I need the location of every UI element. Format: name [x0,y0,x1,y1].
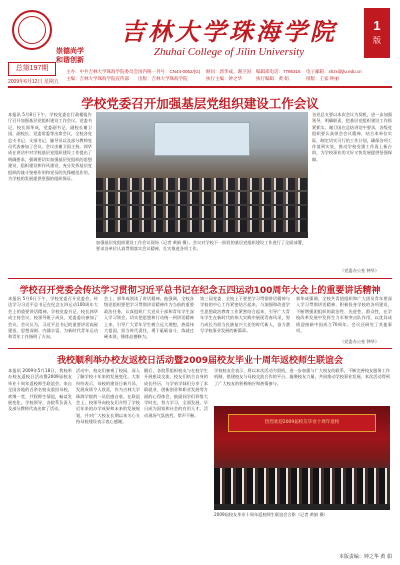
article-1-column-3: 各党总支要以本次会议为契机，进一步加强领导，明确职责，把基层党组织建设工作抓紧抓实。谢卫国在总结讲话中要求，各级党组织要认真领会会议精神，结合本单位实际，制定切实可行的工作计划，确保各项工作落到实处，推动学校党建工作再上新台阶，为学校事业的又好又快发展提供坚强保障。 [312,112,392,162]
issue-date: 2009年6月12日 星期五 [8,79,59,85]
meta-text: 国内统一刊号：CN44-0052/(G) [138,69,201,74]
masthead-divider [8,86,392,88]
issue-number: 总第197期 [8,62,56,76]
article-3-headline: 我校顺利举办校友返校日活动暨2009届校友毕业十周年返校师生联谊会 [56,356,344,366]
meta-text: 出版：吉林大学珠海学院 [138,76,188,81]
article-3-column-3: 随后，各院系组织校友与在校学生开展座谈交流，校友们结合自身的成长经历，与学弟学妹们分享了求职就业、创新创业和职业发展等方面的心得体会，鼓励同学们珍惜大学时光，努力学习，全面发展，早日成为国家和社会的有用人才。活动现场气氛热烈，掌声不断。 [144,368,208,418]
article-2-column-3: 第三届党委、全校上下要把学习贯彻讲话精神与学校的中心工作紧密结合起来，与加强和改进学生思想政治教育工作紧密结合起来，引导广大青年学生在新时代的伟大实践中展现青春风采，努力成长为担当民族复兴大任的时代新人，奋力谱写学校事业发展的新篇章。 [200,296,290,334]
masthead-meta-2 [138,68,200,82]
motto-line-2: 和谐创新 [56,55,84,64]
edition-number: 1 [373,18,381,33]
masthead-meta-5 [306,68,362,82]
meta-text: 顾问：郭华成、谢卫国 [206,69,251,74]
edition-badge [364,8,390,58]
audience-row [96,192,308,204]
meta-text: 主编：吉林大学珠海学院宣传部 [66,76,129,81]
motto-line-1: 崇德尚学 [56,46,84,55]
masthead-meta-3 [206,68,251,82]
seal-inner-ring [18,16,46,44]
alumni-banner: 热烈欢迎2009届校友毕业十周年返校 [228,414,376,432]
school-seal-icon [12,10,52,50]
page-editors: 本版责编：钟之华 黄 娟 [338,554,392,560]
alumni-group-photo [214,406,390,510]
article-2-column-4: 郭华成强调，全校共青团组织和广大团员青年要深入学习贯彻讲话精神，积极投身学校的各项建设，不断增强团组织的政治性、先进性、群众性，在学校改革发展中发挥生力军和突击队作用，以优异成绩迎接新中国成立70周年。会议还研究了其他事项。 [296,296,392,334]
alumni-group [214,468,390,504]
meta-text: 电子邮箱：xhzx@jlu.edu.cn [306,69,362,74]
newspaper-title-cn: 吉林大学珠海学院 [121,17,337,46]
section-divider [8,278,392,279]
meta-text: 排版：王家 钟丽 [306,76,339,81]
meeting-photo [96,112,308,238]
school-motto [56,46,84,64]
meta-text: 执行编辑：黄 娟 [256,76,289,81]
article-1-headline: 学校党委召开加强基层党组织建设工作会议 [81,96,319,111]
article-2-column-1: 本报讯 5月6日下午，学校党委召开党委会，传达学习习近平总书记在纪念五四运动100周年大会上的重要讲话精神。学校党委书记、校长郭华成主持会议，校领导班子成员、党委委员参加了会议。会议认为，习近平总书记的重要讲话高屋建瓴、思想深刻、内涵丰富，为新时代青年运动和青年工作指明了方向。 [8,296,98,340]
edition-label: 版 [373,36,381,45]
article-1-column-1: 本报讯 5月8日下午，学校党委在行政楼报告厅召开加强基层党组织建设工作会议。党委书记、校长郭华成，党委副书记、副校长谢卫国，副校长、党委常委等出席会议，全校各党总支书记、支部书记、辅导员以及部分教师党员代表参加了会议。会议由谢卫国主持。郭华成在讲话中对学校基层党组织建设工作提出了明确要求，强调要切实加强基层党组织的思想建设、组织建设和作风建设，充分发挥基层党组织的战斗堡垒作用和党员的先锋模范作用，为学校的发展提供坚强的组织保证。 [8,112,92,182]
article-3-photo-caption: 2009届校友毕业十周年返校师生联谊会合影（记者 黄娟 摄） [214,512,328,517]
article-2-headline: 学校召开党委会传达学习贯彻习近平总书记在纪念五四运动100周年大会上的重要讲话精神 [19,286,381,296]
article-1-credit: （党委办公室 钟华） [340,268,380,273]
meeting-screen [154,122,250,156]
article-2-credit: （党委办公室 钟华） [340,339,380,344]
masthead-meta-1 [66,68,138,82]
audience-row [96,206,308,218]
article-3-column-2: 活动中，校友们参观了校园，深入了解学校十年来的发展变化。大家纷纷表示，母校的建设日新月异，发展成绩令人欣喜，作为吉林大学珠海学院的一员倍感自豪。在联谊会上，校领导向校友们介绍了学校近年来的办学成果和未来的发展规划，并对广大校友长期以来关心支持母校建设表示衷心感谢。 [76,368,140,425]
masthead-meta-4 [256,68,301,82]
article-3-column-1: 本报讯 2009年5月18日，我校举办校友返校日活动暨2009届校友毕业十周年返校师生联谊会。来自全国各地的百余名校友重回母校，欢聚一堂，共叙师生情谊，畅谈发展变化。学校领导、各院系负责人及部分教师代表出席了活动。 [8,368,72,412]
meta-text: 执行主编：钟之华 [206,76,242,81]
article-1-photo-caption: 加强基层党组织建设工作会议现场（记者 黄娟 摄）。会议对学校下一阶段的基层党组织建设工作进行了全面部署，要求各单位认真贯彻落实会议精神，扎实推进各项工作。 [96,240,306,252]
article-3-column-4: 学校校友会表示，将以本次活动为契机，进一步加强与广大校友的联系，不断完善校友服务工作机制，搭建校友与母校交流合作的平台，凝聚校友力量，共同推动学校事业发展。本次活动得到了广大校友的积极响应和热情参与。 [214,368,390,386]
meta-text: 编辑部电话：7796316 [256,69,301,74]
audience-row [96,220,308,232]
audience-row [96,178,308,190]
article-2-column-2: 会上，郭华成领读了讲话精神。他强调，全校各级党组织要把学习贯彻讲话精神作为当前的重要政治任务，认真组织广大党员干部和青年学生深入学习领会，切实把思想和行动统一到讲话精神上来，引导广大青年学生树立远大理想，热爱伟大祖国，担当时代责任，勇于砥砺奋斗，练就过硬本领，锤炼品德修为。 [104,296,194,340]
meta-text: 主办：中共吉林大学珠海学院委员会 [66,69,138,74]
newspaper-title-en: Zhuhai College of Jilin University [153,46,305,58]
section-divider [8,348,392,349]
